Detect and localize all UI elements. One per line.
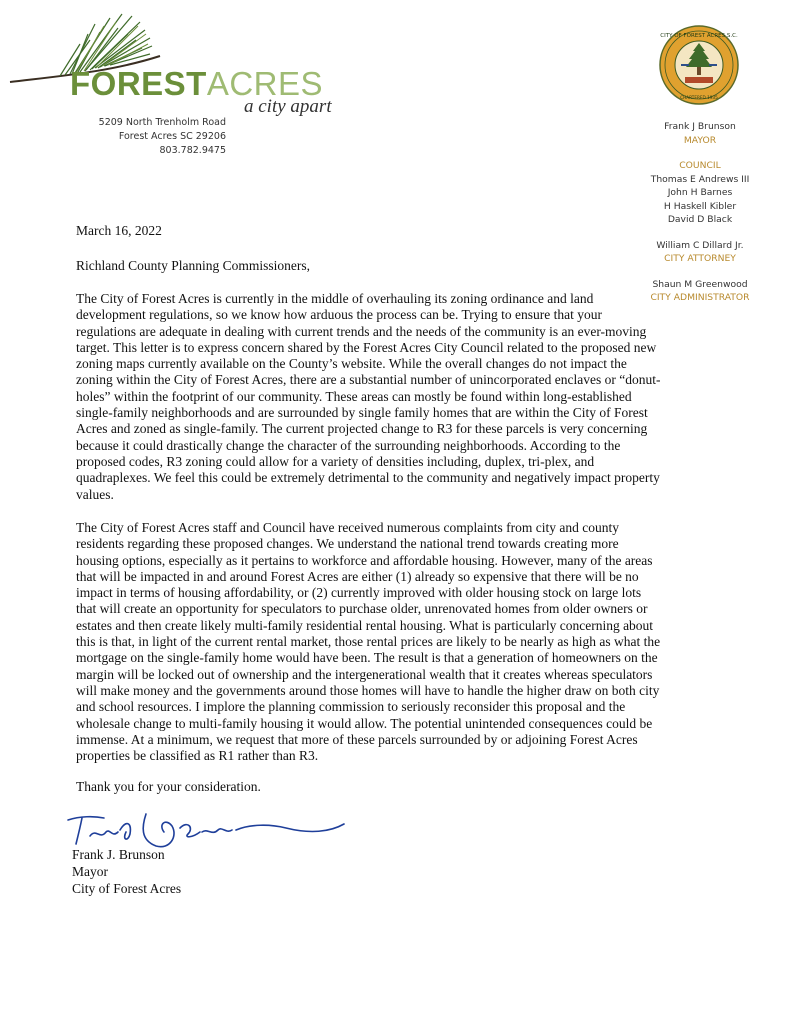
seal-top-text: CITY OF FOREST ACRES S.C. [660,33,738,39]
wordmark-acres: ACRES [206,65,324,102]
city-seal [659,25,739,105]
address-line1: 5209 North Trenholm Road [98,117,226,128]
address-line2: Forest Acres SC 29206 [118,131,226,142]
administrator-name: Shaun M Greenwood [652,278,748,290]
council-member: Thomas E Andrews III [650,173,750,185]
phone-number: 803.782.9475 [159,145,226,156]
closing-line: Thank you for your consideration. [76,779,261,794]
signature-block [72,846,181,897]
attorney-name: William C Dillard Jr. [656,239,744,251]
signer-organization: City of Forest Acres [72,881,182,896]
body-paragraph-2: The City of Forest Acres staff and Council have received numerous complaints from city and county residents regarding these proposed changes. We understand the national trend towards creating more housing options, especially as it pertains to workforce and affordable housing. However, many of the areas that will be impacted in and around Forest Acres are either (1) already so expensive that there will be no impact in terms of housing affordability, or (2) currently improved with older housing stock on large lots that will create an opportunity for speculators to purchase older, unrenovated homes from older owners or estates and then create likely multi-family residential rental housing. What is particularly concerning about this is that, in light of the current rental market, those rental prices are likely to be nearly as high as what the mortgage on the single-family home would have been. The result is that a generation of homeowners on the margin will be locked out of ownership and the intergenerational wealth that it creates whereas speculators will make money and the governments around those homes will have to handle the higher draw on both city and school resources. I implore the planning commission to seriously reconsider this proposal and the wholesale change to multi-family housing it would allow. The potential unintended consequences could be immense. At a minimum, we request that more of these parcels surrounded by or adjoining Forest Acres properties be classified as R1 rather than R3. [76,520,661,764]
tagline: a city apart [244,96,332,117]
council-member: H Haskell Kibler [663,200,737,212]
administrator-title: CITY ADMINISTRATOR [650,292,750,303]
officials-column [635,120,765,317]
mayor-block [635,120,765,147]
address-block [99,116,226,158]
signer-name: Frank J. Brunson [72,847,165,862]
body-paragraph-1: The City of Forest Acres is currently in the middle of overhauling its zoning ordinance and land development regulations, so we know how arduous the process can be. Trying to ensure that your regulations are adequate in dealing with current trends and the needs of the community is an ever-moving target. This letter is to express concern shared by the Forest Acres City Council related to the proposed new zoning maps currently available on the County’s website. While the overall changes do not impact the zoning within the City of Forest Acres, there are a substantial number of unincorporated enclaves or “donut-holes” within the footprint of our community. These areas can mostly be found within long-established single-family neighborhoods and are surrounded by single family homes that are within the City of Forest Acres and zoned as single-family. The current projected change to R3 for these parcels is very concerning because it could drastically change the character of the surrounding neighborhoods. According to the proposed codes, R3 zoning could allow for a variety of densities including, duplex, tri-plex, and quadraplexes. We feel this could be extremely detrimental to the community and negatively impact property values. [76,291,661,502]
council-member: David D Black [667,214,733,225]
letter-date: March 16, 2022 [76,223,162,238]
mayor-title: MAYOR [683,134,717,146]
council-block [635,159,765,227]
council-heading: COUNCIL [679,160,721,171]
wordmark-forest: FOREST [70,65,207,102]
seal-bottom-text: CHARTERED 1935 [680,95,718,100]
signer-title: Mayor [72,864,108,879]
attorney-block [635,239,765,266]
mayor-name: Frank J Brunson [664,121,736,132]
salutation: Richland County Planning Commissioners, [76,258,311,273]
attorney-title: CITY ATTORNEY [664,253,736,264]
council-member: John H Barnes [667,187,733,198]
